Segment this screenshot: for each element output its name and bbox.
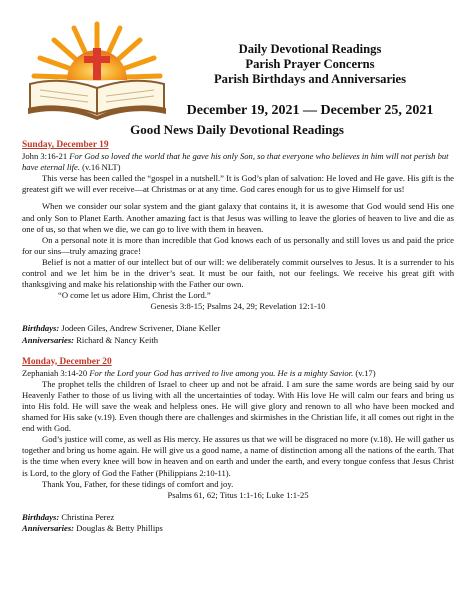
devotional-content (22, 140, 454, 534)
day-heading: Monday, December 20 (22, 356, 112, 367)
anniversaries-names: Douglas & Betty Phillips (76, 522, 163, 533)
bulletin-header (160, 42, 460, 118)
open-bible-sunrise-cross-icon (22, 18, 172, 122)
verse-ref: John 3:16-21 (22, 151, 68, 162)
verse-text: For God so loved the world that he gave his only Son, so that everyone who believes in him will not perish but have eternal life. (22, 151, 449, 173)
paragraph: On a personal note it is more than incredible that God knows each of us personally and still loves us and paid the price for our sins—truly amazing grace! (22, 234, 454, 256)
verse-ref: Zephaniah 3:14-20 (22, 367, 88, 378)
birthdays-label: Birthdays: (22, 511, 60, 522)
birthdays-line (22, 323, 454, 334)
scripture-references: Psalms 61, 62; Titus 1:1-16; Luke 1:1-25 (167, 489, 309, 500)
birthdays-line (22, 512, 454, 523)
main-title: Good News Daily Devotional Readings (130, 122, 344, 137)
verse-text: For the Lord your God has arrived to live among you. He is a mighty Savior. (89, 367, 354, 378)
verse-line (22, 151, 454, 173)
day-heading: Sunday, December 19 (22, 140, 109, 150)
birthdays-names: Christina Perez (61, 511, 115, 522)
paragraph: This verse has been called the “gospel in a nutshell.” It is God’s plan of salvation: He loved and He gave. His gift is the greatest gift we will ever receive—at Christmas or at any time. God cares enough for us to give Himself for us! (22, 173, 454, 195)
verse-line (22, 368, 454, 379)
anniversaries-names: Richard & Nancy Keith (76, 334, 159, 345)
devotional-entry (22, 140, 454, 346)
anniversaries-label: Anniversaries: (22, 334, 75, 345)
birthdays-names: Jodeen Giles, Andrew Scrivener, Diane Keller (61, 323, 221, 334)
header-line-1: Daily Devotional Readings (238, 42, 382, 56)
verse-cite: (v.17) (355, 367, 376, 378)
anniversaries-line (22, 335, 454, 346)
anniversaries-label: Anniversaries: (22, 522, 75, 533)
header-line-2: Parish Prayer Concerns (245, 57, 375, 71)
devotional-entry (22, 357, 454, 534)
anniversaries-line (22, 523, 454, 534)
paragraph: Belief is not a matter of our intellect but of our will: we deliberately commit ourselves to Jesus. It is a surrender to his control and we let him be in the driver’s seat. It must be our faith, not our feelings. We receive his great gift with thanksgiving and make his relationship with the Father our own. (22, 256, 454, 290)
paragraph: When we consider our solar system and the giant galaxy that contains it, it is awesome that God would send His one and only Son to Planet Earth. Another amazing fact is that Jesus was willing to leave the glories of heaven to live and die as one of us, so that when we die, we can go to live with them in heaven. (22, 201, 454, 234)
paragraph: God’s justice will come, as well as His mercy. He assures us that we will be disgraced no more (v.18). He will gather us together and bring us home again. He will give us a good name, a name of distinction among all the nations of the earth. That is the time when every knee will bow in heaven and on earth and under the earth, and every tongue confess that Jesus Christ is Lord, to the glory of God the Father (Philippians 2:10-11). (22, 434, 454, 478)
date-range: December 19, 2021 — December 25, 2021 (186, 103, 434, 118)
scripture-references: Genesis 3:8-15; Psalms 24, 29; Revelation 12:1-10 (150, 301, 326, 312)
verse-cite: (v.16 NLT) (82, 162, 121, 173)
header-line-3: Parish Birthdays and Anniversaries (213, 72, 407, 86)
closing-quote: “O come let us adore Him, Christ the Lord.” (58, 290, 211, 301)
paragraph: Thank You, Father, for these tidings of comfort and joy. (42, 478, 234, 489)
birthdays-label: Birthdays: (22, 323, 60, 334)
paragraph: The prophet tells the children of Israel to cheer up and not be afraid. I am sure the same words are being said by our Heavenly Father to those of us living with all the uncertainties of today. With His love He will calm our fears and bring us into His fold. He will save the weak and helpless ones. He will give glory and renown to all who have been mocked and shamed for His sake (v.19). Even though there are challenges and skirmishes in the Christian life, it all comes out right in the end with God. (22, 378, 454, 434)
